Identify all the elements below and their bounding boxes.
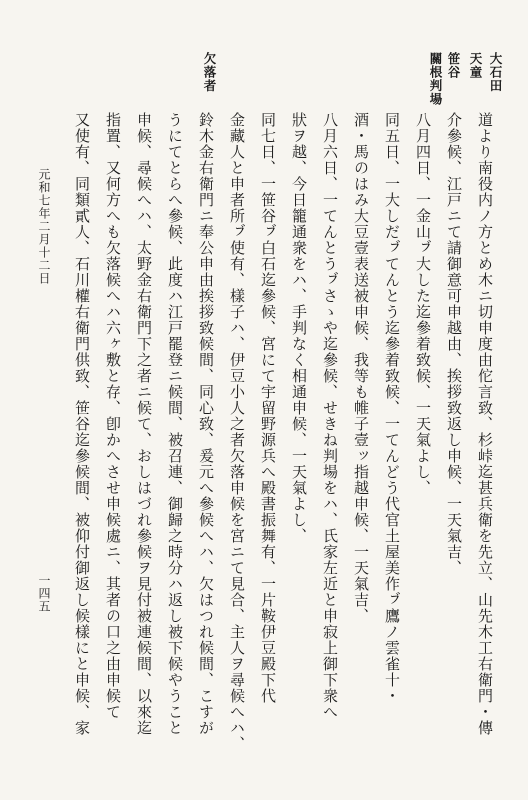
- body-line-3: 八月四日、一金山ㇷ゙大した迄參着致候、一天氣よし、: [414, 112, 432, 496]
- body-line-4: 同五日、一大しだㇷ゙てんとう迄參着致候、一てんどう代官土屋美作ㇷ゙鷹ノ雲雀十・: [383, 112, 401, 704]
- body-line-11: うにてとらへ參候、此度ハ江戸罷登ニ候間、被召連、御歸之時分ハ返し被下候やうこと: [166, 112, 184, 736]
- page-number: 一四五: [37, 574, 51, 613]
- heading-sekine-hanba: 關根判場: [428, 52, 443, 106]
- body-line-10: 鈴木金右衛門ニ奉公申由挨拶致候間、同心致、爰元へ參候へハ、欠はつれ候間、こすが: [197, 112, 215, 736]
- heading-kakeochi-mono: 欠落者: [202, 52, 217, 93]
- body-line-6: 八月六日、一てんとうㇷ゙さゝや迄參候、せきね判場をハ、氏家左近と申寂上御下衆へ: [321, 112, 339, 720]
- heading-tendo: 天童: [468, 52, 483, 79]
- body-line-14: 又使有、同類貳人、石川權右衛門供致、笹谷迄參候間、被仰付御返し候樣にと申候、家: [73, 112, 91, 736]
- body-line-13: 指置、又何方へも欠落候へハ六ヶ敷と存、卽かへさせ申候處ニ、其者の口之由申候て: [104, 112, 122, 720]
- body-line-12: 申候、尋候へハ、太野金右衛門下之者ニ候て、おしはづれ參候ヲ見付被連候間、以來迄: [135, 112, 153, 736]
- heading-oishida: 大石田: [488, 52, 503, 93]
- heading-sasaya: 笹谷: [446, 52, 461, 79]
- body-line-1: 道より南役内ノ方とめ木ニ切申度由佗言致、杉峠迄甚兵衛を先立、山先木工右衛門・傳: [476, 112, 494, 736]
- body-line-9: 金藏人と申者所ㇷ゙使有、樣子ハ、伊豆小人之者欠落申候を宮ニて見合、主人ヲ尋候へハ、: [228, 112, 246, 752]
- body-line-2: 介參候、江戸ニて請御意可申越由、挨拶致返し申候、一天氣吉、: [445, 112, 463, 576]
- footer-date: 元和七年二月十二日: [37, 168, 51, 285]
- body-line-7: 狀ヲ越、今日籠通衆をハ、手判なく相通申候、一天氣よし、: [290, 112, 308, 544]
- body-line-5: 酒・馬のはみ大豆壹表送被申候、我等も帷子壹ッ指越申候、一天氣吉、: [352, 112, 370, 624]
- body-line-8: 同七日、一笹谷ㇷ゙白石迄參候、宮にて宇留野源兵へ殿書振舞有、一片鞍伊豆殿下代: [259, 112, 277, 704]
